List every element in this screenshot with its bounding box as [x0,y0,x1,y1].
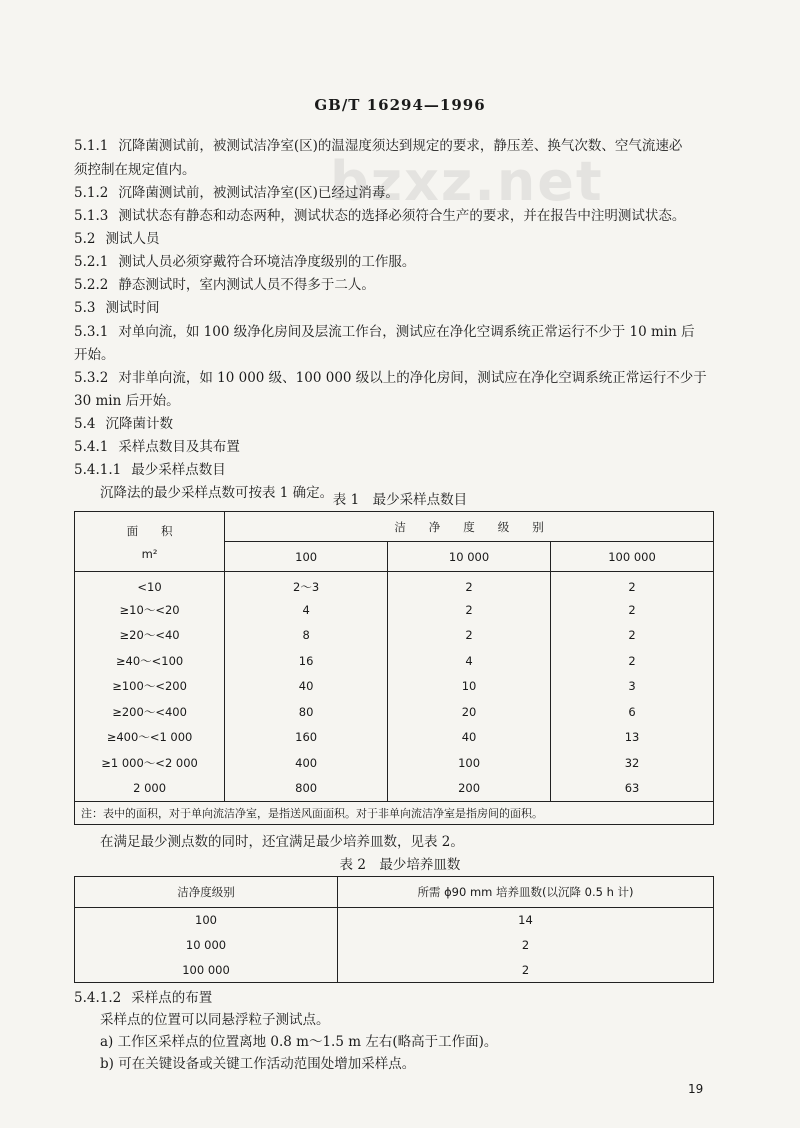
table2-cell: 14 [338,908,714,933]
table2-level-header: 洁净度级别 [75,877,338,908]
table1-cell: 40 [388,725,551,751]
table-row [75,572,714,598]
table1-cell: ≥20～<40 [75,623,225,649]
paragraph-table1-intro: 沉降法的最少采样点数可按表 1 确定。 [100,485,334,501]
table1-cell: 2～3 [225,572,388,598]
table1-cell: 40 [225,674,388,700]
clause-5-4: 5.4 沉降菌计数 [74,416,173,432]
table1-cell: 20 [388,699,551,725]
document-header: GB/T 16294—1996 [314,96,486,114]
table1-note: 注：表中的面积，对于单向流洁净室，是指送风面面积。对于非单向流洁净室是指房间的面积。 [75,801,714,824]
table1-cell: 800 [225,776,388,802]
table-row [75,958,714,983]
table1-cell: <10 [75,572,225,598]
page-number: 19 [688,1082,704,1096]
table1-cell: 2 [388,597,551,623]
table-row [75,776,714,802]
table1-cell: 2 [388,623,551,649]
item-a: a) 工作区采样点的位置离地 0.8 m～1.5 m 左右(略高于工作面)。 [100,1034,498,1050]
table1 [74,511,714,825]
table1-area-header: 面 积 m² [75,512,225,572]
table1-cell: ≥200～<400 [75,699,225,725]
table1-cell: 4 [388,648,551,674]
table1-cell: 80 [225,699,388,725]
table2-cell: 2 [338,958,714,983]
table2-cell: 100 000 [75,958,338,983]
clause-5-2-1: 5.2.1 测试人员必须穿戴符合环境洁净度级别的工作服。 [74,254,416,270]
watermark: bzxz.net [330,150,604,213]
clause-5-1-3: 5.1.3 测试状态有静态和动态两种，测试状态的选择必须符合生产的要求，并在报告中注明测试状态。 [74,208,686,224]
table1-cell: 13 [551,725,714,751]
table2-cell: 100 [75,908,338,933]
table1-cell: 2 [551,623,714,649]
item-b: b) 可在关键设备或关键工作活动范围处增加采样点。 [100,1056,416,1072]
clause-5-3: 5.3 测试时间 [74,300,160,316]
table1-level-100000: 100 000 [551,542,714,572]
table-row [75,648,714,674]
table1-cell: 2 [388,572,551,598]
table2-dish-count-header: 所需 ϕ90 mm 培养皿数(以沉降 0.5 h 计) [338,877,714,908]
table2 [74,876,714,983]
table1-cell: 4 [225,597,388,623]
clause-5-1-1-cont: 须控制在规定值内。 [74,162,196,178]
table1-cell: 10 [388,674,551,700]
table1-cell: 2 000 [75,776,225,802]
clause-5-1-1: 5.1.1 沉降菌测试前，被测试洁净室(区)的温湿度须达到规定的要求，静压差、换气次数、空气流速必 [74,138,683,154]
table1-cell: ≥400～<1 000 [75,725,225,751]
table2-caption: 表 2 最少培养皿数 [339,857,461,873]
clause-5-1-2: 5.1.2 沉降菌测试前，被测试洁净室(区)已经过消毒。 [74,185,399,201]
table1-cell: ≥1 000～<2 000 [75,750,225,776]
clause-5-3-1: 5.3.1 对单向流，如 100 级净化房间及层流工作台，测试应在净化空调系统正常运行不少于 10 min 后 [74,324,695,340]
table1-cell: 63 [551,776,714,802]
clause-5-4-1: 5.4.1 采样点数目及其布置 [74,439,240,455]
table2-cell: 10 000 [75,933,338,958]
table1-cell: 2 [551,648,714,674]
table-row [75,933,714,958]
clause-5-3-2: 5.3.2 对非单向流，如 10 000 级、100 000 级以上的净化房间，测试应在净化空调系统正常运行不少于 [74,370,707,386]
table1-caption: 表 1 最少采样点数目 [332,492,468,508]
table1-cell: 160 [225,725,388,751]
table1-cell: 200 [388,776,551,802]
table1-cell: 8 [225,623,388,649]
clause-5-4-1-1: 5.4.1.1 最少采样点数目 [74,462,226,478]
table1-level-10000: 10 000 [388,542,551,572]
table1-cell: 6 [551,699,714,725]
paragraph-sampling-location: 采样点的位置可以同悬浮粒子测试点。 [100,1012,330,1028]
table1-cell: 3 [551,674,714,700]
table-row [75,908,714,933]
table1-cell: 16 [225,648,388,674]
table-row [75,750,714,776]
table1-cell: 2 [551,572,714,598]
table1-cell: 100 [388,750,551,776]
table1-level-group-header: 洁 净 度 级 别 [225,512,714,542]
table-row [75,725,714,751]
table1-cell: 32 [551,750,714,776]
paragraph-table2-intro: 在满足最少测点数的同时，还宜满足最少培养皿数，见表 2。 [100,834,464,850]
clause-5-4-1-2: 5.4.1.2 采样点的布置 [74,990,213,1006]
table1-cell: 400 [225,750,388,776]
table1-cell: 2 [551,597,714,623]
clause-5-3-2-cont: 30 min 后开始。 [74,393,180,409]
table-row [75,623,714,649]
clause-5-2-2: 5.2.2 静态测试时，室内测试人员不得多于二人。 [74,277,375,293]
table1-level-100: 100 [225,542,388,572]
clause-5-3-1-cont: 开始。 [74,347,115,363]
clause-5-2: 5.2 测试人员 [74,231,160,247]
table1-cell: ≥10～<20 [75,597,225,623]
table-row [75,674,714,700]
table1-cell: ≥40～<100 [75,648,225,674]
table1-cell: ≥100～<200 [75,674,225,700]
table-row [75,699,714,725]
table-row [75,597,714,623]
table2-cell: 2 [338,933,714,958]
